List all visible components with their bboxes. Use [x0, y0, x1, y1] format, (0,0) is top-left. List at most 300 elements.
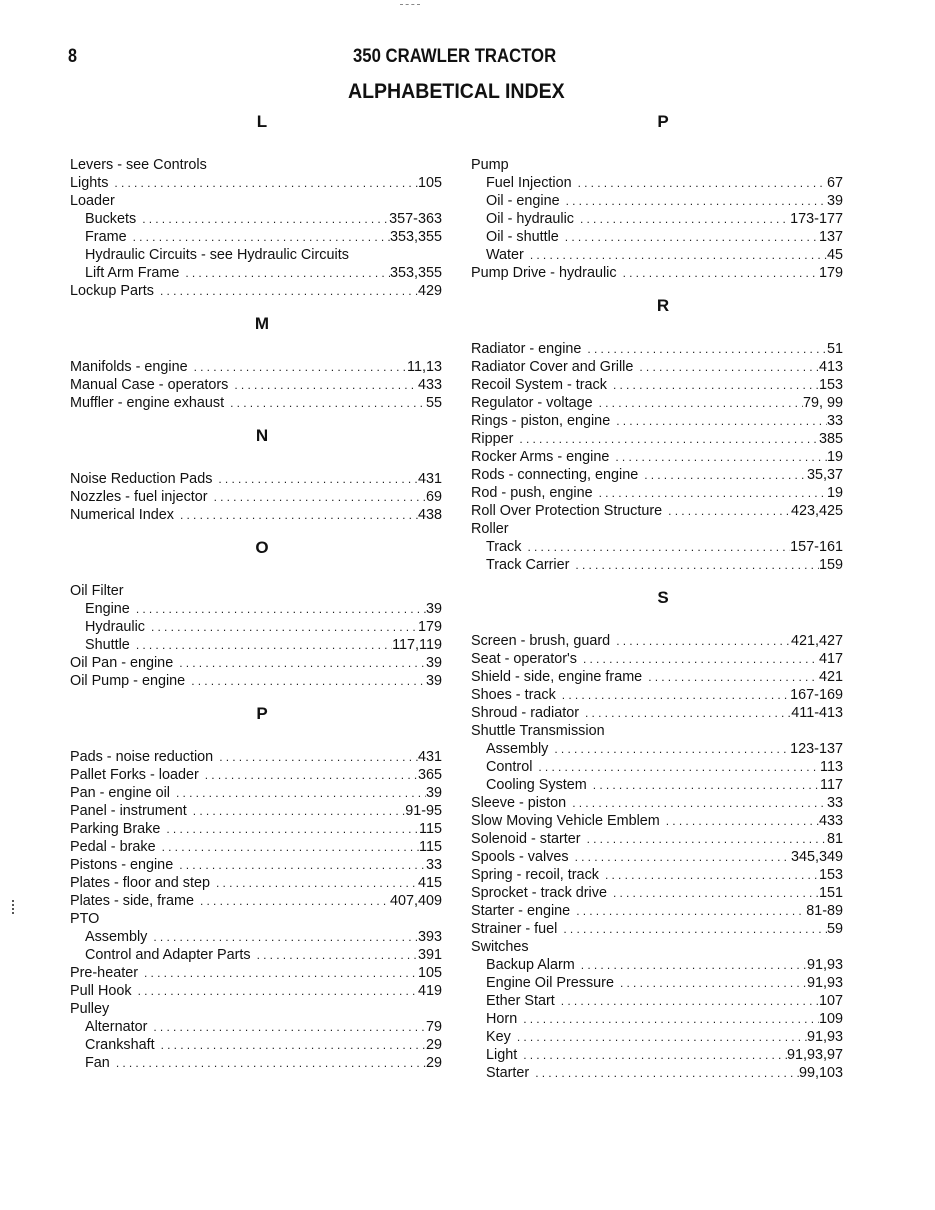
entry-label: Rod - push, engine [471, 485, 593, 501]
index-subentry [471, 1064, 843, 1082]
dot-leader [538, 758, 820, 776]
entry-label: Radiator - engine [471, 341, 582, 357]
index-entry [70, 582, 442, 600]
entry-page-reference: 167-169 [790, 687, 843, 703]
entry-page-reference: 29 [425, 1037, 442, 1053]
dot-leader [623, 264, 819, 282]
entry-label: Plates - side, frame [70, 893, 194, 909]
index-entry [471, 830, 843, 848]
index-subentry [471, 1046, 843, 1064]
index-entry [471, 340, 843, 358]
entry-label: Alternator [85, 1019, 148, 1035]
dot-leader [194, 358, 407, 376]
index-entry [70, 506, 442, 524]
entry-label: Spring - recoil, track [471, 867, 599, 883]
index-entry [471, 376, 843, 394]
entry-label: Radiator Cover and Grille [471, 359, 634, 375]
entry-page-reference: 39 [425, 673, 442, 689]
entry-page-reference: 91,93,97 [786, 1047, 843, 1063]
index-entry [70, 470, 442, 488]
entry-label: Oil - hydraulic [486, 211, 574, 227]
dot-leader [114, 174, 418, 192]
entry-label: Noise Reduction Pads [70, 471, 213, 487]
entry-label: Light [486, 1047, 518, 1063]
index-entry [471, 794, 843, 812]
entry-page-reference: 353,355 [389, 229, 442, 245]
index-section-l [70, 112, 442, 300]
dot-leader [160, 282, 418, 300]
entry-page-reference: 91-95 [405, 803, 442, 819]
entry-page-reference: 365 [417, 767, 442, 783]
index-entry [70, 654, 442, 672]
index-entry [70, 192, 442, 210]
entry-label: Oil Pump - engine [70, 673, 186, 689]
dot-leader [523, 1046, 787, 1064]
dot-leader [613, 376, 819, 394]
dot-leader [136, 600, 426, 618]
dot-leader [218, 470, 418, 488]
index-column-left [70, 112, 442, 1086]
dot-leader [572, 794, 827, 812]
dot-leader [230, 394, 426, 412]
entry-label: Switches [471, 939, 529, 955]
dot-leader [162, 838, 419, 856]
scan-artifact-margin [12, 900, 17, 914]
entry-page-reference: 115 [419, 821, 442, 837]
entry-page-reference: 433 [417, 377, 442, 393]
entry-page-reference: 151 [818, 885, 843, 901]
index-subentry [70, 228, 442, 246]
index-subentry [471, 1028, 843, 1046]
entry-page-reference: 153 [818, 867, 843, 883]
dot-leader [116, 1054, 426, 1072]
entry-label: Pump [471, 157, 509, 173]
entry-label: Hydraulic Circuits - see Hydraulic Circuits [85, 247, 349, 263]
index-entry [471, 466, 843, 484]
entry-page-reference: 117 [820, 777, 843, 793]
dot-leader [668, 502, 791, 520]
entry-page-reference: 79, 99 [802, 395, 843, 411]
entry-page-reference: 39 [425, 785, 442, 801]
entry-page-reference: 79 [425, 1019, 442, 1035]
entry-label: Parking Brake [70, 821, 161, 837]
index-entry [471, 686, 843, 704]
dot-leader [153, 928, 418, 946]
entry-label: Pads - noise reduction [70, 749, 214, 765]
entry-page-reference: 33 [826, 413, 843, 429]
index-entry [70, 964, 442, 982]
entry-label: Seat - operator's [471, 651, 577, 667]
index-entry [70, 892, 442, 910]
index-entry [471, 520, 843, 538]
index-entry [70, 784, 442, 802]
entry-label: Muffler - engine exhaust [70, 395, 225, 411]
entry-page-reference: 179 [417, 619, 442, 635]
entry-page-reference: 115 [419, 839, 442, 855]
dot-leader [517, 1028, 807, 1046]
scan-artifact-top [400, 4, 420, 7]
index-subentry [471, 974, 843, 992]
dot-leader [151, 618, 418, 636]
entry-page-reference: 11,13 [407, 359, 442, 375]
entry-page-reference: 99,103 [798, 1065, 843, 1081]
entry-page-reference: 345,349 [790, 849, 843, 865]
index-subentry [70, 928, 442, 946]
entry-label: Lockup Parts [70, 283, 154, 299]
page-number: 8 [68, 46, 77, 67]
entry-page-reference: 45 [826, 247, 843, 263]
index-subentry [471, 174, 843, 192]
entry-page-reference: 353,355 [389, 265, 442, 281]
entry-page-reference: 393 [417, 929, 442, 945]
entry-label: Lights [70, 175, 109, 191]
dot-leader [257, 946, 418, 964]
entry-page-reference: 19 [826, 485, 843, 501]
index-subentry [70, 264, 442, 282]
entry-label: Nozzles - fuel injector [70, 489, 208, 505]
entry-label: Pan - engine oil [70, 785, 171, 801]
dot-leader [166, 820, 419, 838]
entry-label: Shoes - track [471, 687, 556, 703]
dot-leader [530, 246, 827, 264]
entry-page-reference: 431 [417, 749, 442, 765]
entry-label: Shuttle [85, 637, 130, 653]
index-entry [70, 874, 442, 892]
index-subentry [471, 246, 843, 264]
entry-label: Track [486, 539, 522, 555]
index-subentry [471, 992, 843, 1010]
entry-label: Pre-heater [70, 965, 138, 981]
dot-leader [191, 672, 426, 690]
index-section-m [70, 314, 442, 412]
index-entry [471, 264, 843, 282]
entry-label: Hydraulic [85, 619, 145, 635]
dot-leader [575, 848, 791, 866]
dot-leader [580, 210, 790, 228]
index-entry [70, 358, 442, 376]
index-subentry [70, 618, 442, 636]
entry-label: Oil - engine [486, 193, 560, 209]
entry-label: Ripper [471, 431, 514, 447]
entry-page-reference: 179 [818, 265, 843, 281]
entry-label: Horn [486, 1011, 518, 1027]
dot-leader [527, 538, 790, 556]
index-entry [471, 394, 843, 412]
entry-label: Assembly [85, 929, 148, 945]
index-title: ALPHABETICAL INDEX [348, 80, 565, 103]
entry-label: Oil Pan - engine [70, 655, 174, 671]
index-entry [471, 412, 843, 430]
entry-label: Cooling System [486, 777, 587, 793]
entry-page-reference: 117,119 [392, 637, 442, 653]
entry-page-reference: 105 [417, 175, 442, 191]
index-section-p [70, 704, 442, 1072]
index-column-right [471, 112, 843, 1096]
index-entry [471, 866, 843, 884]
index-section-o [70, 538, 442, 690]
index-subentry [70, 210, 442, 228]
index-subentry [471, 228, 843, 246]
entry-page-reference: 19 [826, 449, 843, 465]
entry-label: Manifolds - engine [70, 359, 188, 375]
dot-leader [613, 884, 819, 902]
dot-leader [593, 776, 820, 794]
index-entry [471, 938, 843, 956]
dot-leader [585, 704, 791, 722]
entry-label: Shuttle Transmission [471, 723, 605, 739]
entry-page-reference: 107 [818, 993, 843, 1009]
index-entry [70, 910, 442, 928]
index-entry [471, 430, 843, 448]
index-section-n [70, 426, 442, 524]
index-entry [70, 802, 442, 820]
index-subentry [471, 776, 843, 794]
index-entry [70, 748, 442, 766]
entry-label: Slow Moving Vehicle Emblem [471, 813, 660, 829]
dot-leader [587, 830, 827, 848]
dot-leader [180, 506, 418, 524]
index-entry [471, 650, 843, 668]
entry-page-reference: 357-363 [389, 211, 442, 227]
entry-page-reference: 417 [818, 651, 843, 667]
index-entry [70, 174, 442, 192]
dot-leader [216, 874, 418, 892]
index-entry [471, 902, 843, 920]
entry-page-reference: 431 [417, 471, 442, 487]
index-entry [70, 766, 442, 784]
entry-page-reference: 159 [818, 557, 843, 573]
dot-leader [562, 686, 790, 704]
entry-page-reference: 137 [818, 229, 843, 245]
entry-page-reference: 421,427 [790, 633, 843, 649]
entry-page-reference: 39 [826, 193, 843, 209]
entry-label: Control [486, 759, 533, 775]
entry-label: Shield - side, engine frame [471, 669, 643, 685]
entry-label: Water [486, 247, 524, 263]
index-section-s [471, 588, 843, 1082]
entry-page-reference: 69 [425, 489, 442, 505]
index-section-r [471, 296, 843, 574]
index-entry [70, 982, 442, 1000]
entry-page-reference: 421 [818, 669, 843, 685]
index-entry [471, 632, 843, 650]
index-entry [70, 488, 442, 506]
entry-page-reference: 91,93 [806, 975, 843, 991]
dot-leader [200, 892, 390, 910]
entry-page-reference: 109 [818, 1011, 843, 1027]
index-subentry [471, 1010, 843, 1028]
entry-label: Strainer - fuel [471, 921, 558, 937]
index-entry [70, 156, 442, 174]
index-subentry [70, 636, 442, 654]
entry-page-reference: 105 [417, 965, 442, 981]
entry-page-reference: 419 [417, 983, 442, 999]
section-letter-heading: R [656, 296, 670, 315]
dot-leader [575, 556, 819, 574]
entry-label: Buckets [85, 211, 137, 227]
dot-leader [605, 866, 819, 884]
dot-leader [666, 812, 819, 830]
entry-label: Loader [70, 193, 115, 209]
entry-page-reference: 113 [820, 759, 843, 775]
index-subentry [70, 946, 442, 964]
entry-page-reference: 33 [826, 795, 843, 811]
index-entry [471, 722, 843, 740]
dot-leader [176, 784, 426, 802]
entry-label: Fuel Injection [486, 175, 572, 191]
dot-leader [179, 856, 426, 874]
index-subentry [70, 1036, 442, 1054]
entry-label: Oil Filter [70, 583, 124, 599]
dot-leader [599, 484, 827, 502]
entry-page-reference: 55 [425, 395, 442, 411]
dot-leader [576, 902, 806, 920]
section-letter-heading: O [255, 538, 269, 557]
entry-label: Pulley [70, 1001, 110, 1017]
entry-label: Plates - floor and step [70, 875, 210, 891]
index-subentry [471, 192, 843, 210]
index-entry [70, 282, 442, 300]
index-entry [471, 484, 843, 502]
index-entry [471, 812, 843, 830]
entry-page-reference: 59 [826, 921, 843, 937]
entry-page-reference: 411-413 [791, 705, 843, 721]
section-letter-heading: P [256, 704, 268, 723]
entry-label: Sprocket - track drive [471, 885, 607, 901]
entry-page-reference: 123-137 [790, 741, 843, 757]
entry-label: Shroud - radiator [471, 705, 579, 721]
entry-label: Crankshaft [85, 1037, 155, 1053]
dot-leader [535, 1064, 799, 1082]
entry-page-reference: 429 [417, 283, 442, 299]
index-entry [471, 448, 843, 466]
index-subentry [70, 246, 442, 264]
index-entry [471, 668, 843, 686]
section-letter-heading: N [255, 426, 269, 445]
entry-label: Solenoid - starter [471, 831, 581, 847]
index-subentry [70, 1054, 442, 1072]
dot-leader [644, 466, 807, 484]
dot-leader [563, 920, 827, 938]
dot-leader [599, 394, 803, 412]
entry-label: Pull Hook [70, 983, 132, 999]
index-entry [70, 394, 442, 412]
entry-label: Rings - piston, engine [471, 413, 611, 429]
entry-label: Backup Alarm [486, 957, 575, 973]
entry-label: Rods - connecting, engine [471, 467, 639, 483]
entry-page-reference: 157-161 [790, 539, 843, 555]
section-letter-heading: M [254, 314, 270, 333]
dot-leader [144, 964, 418, 982]
entry-label: Key [486, 1029, 511, 1045]
entry-label: Rocker Arms - engine [471, 449, 610, 465]
index-subentry [70, 1018, 442, 1036]
entry-label: PTO [70, 911, 100, 927]
entry-label: Screen - brush, guard [471, 633, 611, 649]
index-entry [471, 358, 843, 376]
dot-leader [583, 650, 819, 668]
dot-leader [142, 210, 389, 228]
dot-leader [565, 228, 819, 246]
entry-page-reference: 438 [417, 507, 442, 523]
entry-page-reference: 51 [826, 341, 843, 357]
section-letter-heading: L [256, 112, 268, 131]
entry-label: Control and Adapter Parts [85, 947, 251, 963]
entry-page-reference: 39 [425, 601, 442, 617]
entry-label: Regulator - voltage [471, 395, 593, 411]
entry-page-reference: 433 [818, 813, 843, 829]
entry-label: Manual Case - operators [70, 377, 229, 393]
index-entry [70, 672, 442, 690]
entry-label: Panel - instrument [70, 803, 187, 819]
entry-page-reference: 391 [417, 947, 442, 963]
entry-page-reference: 91,93 [806, 1029, 843, 1045]
entry-label: Numerical Index [70, 507, 174, 523]
dot-leader [519, 430, 819, 448]
index-subentry [471, 210, 843, 228]
index-entry [70, 838, 442, 856]
section-letter-heading: P [657, 112, 669, 131]
dot-leader [616, 632, 791, 650]
dot-leader [581, 956, 807, 974]
index-entry [471, 884, 843, 902]
index-subentry [471, 556, 843, 574]
entry-label: Oil - shuttle [486, 229, 559, 245]
entry-page-reference: 33 [425, 857, 442, 873]
entry-label: Spools - valves [471, 849, 569, 865]
entry-label: Frame [85, 229, 127, 245]
entry-label: Pedal - brake [70, 839, 156, 855]
dot-leader [620, 974, 807, 992]
dot-leader [205, 766, 418, 784]
index-subentry [471, 740, 843, 758]
entry-label: Starter - engine [471, 903, 571, 919]
dot-leader [615, 448, 827, 466]
index-entry [70, 856, 442, 874]
index-entry [471, 920, 843, 938]
dot-leader [234, 376, 418, 394]
entry-label: Levers - see Controls [70, 157, 207, 173]
entry-page-reference: 413 [818, 359, 843, 375]
entry-page-reference: 153 [818, 377, 843, 393]
dot-leader [161, 1036, 426, 1054]
entry-label: Roll Over Protection Structure [471, 503, 663, 519]
section-letter-heading: S [657, 588, 669, 607]
entry-label: Ether Start [486, 993, 555, 1009]
dot-leader [133, 228, 390, 246]
entry-label: Engine [85, 601, 130, 617]
dot-leader [138, 982, 418, 1000]
index-entry [471, 502, 843, 520]
index-entry [70, 376, 442, 394]
entry-label: Pallet Forks - loader [70, 767, 199, 783]
dot-leader [193, 802, 405, 820]
entry-page-reference: 415 [417, 875, 442, 891]
entry-label: Track Carrier [486, 557, 570, 573]
dot-leader [219, 748, 418, 766]
entry-label: Pump Drive - hydraulic [471, 265, 617, 281]
index-subentry [471, 758, 843, 776]
entry-label: Engine Oil Pressure [486, 975, 614, 991]
dot-leader [566, 192, 827, 210]
index-subentry [471, 956, 843, 974]
entry-label: Pistons - engine [70, 857, 174, 873]
dot-leader [578, 174, 827, 192]
entry-label: Lift Arm Frame [85, 265, 180, 281]
entry-label: Recoil System - track [471, 377, 607, 393]
document-title: 350 CRAWLER TRACTOR [353, 46, 557, 67]
dot-leader [185, 264, 390, 282]
